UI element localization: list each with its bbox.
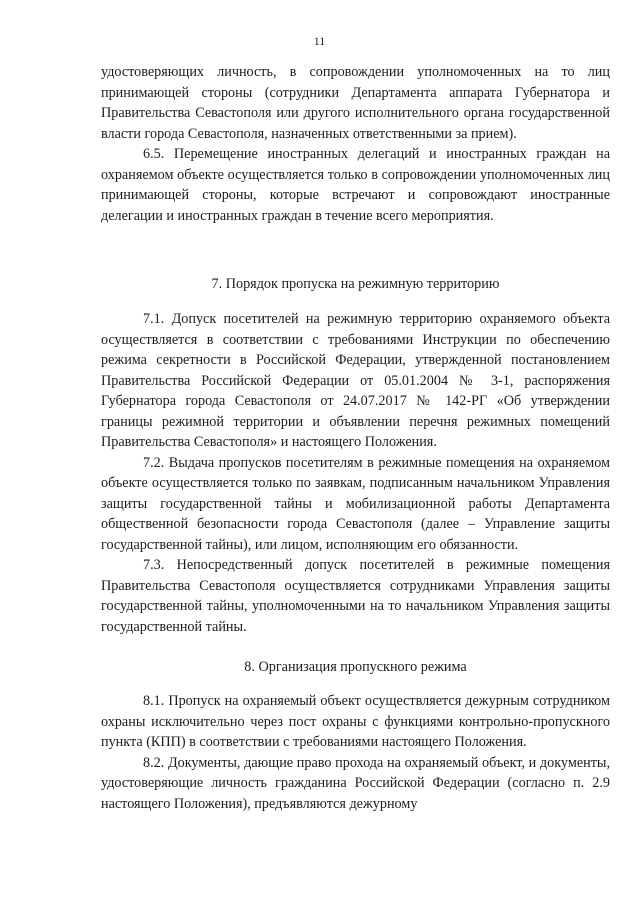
paragraph-continuation: удостоверяющих личность, в сопровождении уполномоченных на то лиц принимающей стороны (сотрудники Департамента аппарата Губернатора и Правительства Севастополя или другого исполнительного органа государственной власти города Севастополя, назначенных ответственными за прием). [101,64,610,142]
section-8-heading: 8. Организация пропускного режима [244,659,467,675]
section-7-heading: 7. Порядок пропуска на режимную территорию [211,276,500,292]
paragraph-7-2: 7.2. Выдача пропусков посетителям в режимные помещения на охраняемом объекте осуществляется только по заявкам, подписанным начальником Управления защиты государственной тайны и мобилизационной работы Департамента общественной безопасности города Севастополя (далее – Управление защиты государственной тайны), или лицом, исполняющим его обязанности. [101,454,610,553]
paragraph-8-1: 8.1. Пропуск на охраняемый объект осуществляется дежурным сотрудником охраны исключительно через пост охраны с функциями контрольно-пропускного пункта (КПП) в соответствии с требованиями настоящего Положения. [101,693,610,750]
section-8-text [101,691,610,814]
section-6-text [101,62,610,226]
paragraph-6-5: 6.5. Перемещение иностранных делегаций и иностранных граждан на охраняемом объекте осуществляется только в сопровождении уполномоченных лиц принимающей стороны, которые встречают и сопровождают иностранные делегации и иностранных граждан в течение всего мероприятия. [101,146,610,224]
page-number: 11 [313,34,326,48]
section-7-text [101,309,610,637]
paragraph-8-2: 8.2. Документы, дающие право прохода на охраняемый объект, и документы, удостоверяющие личность гражданина Российской Федерации (согласно п. 2.9 настоящего Положения), предъявляются дежурному [101,754,610,812]
paragraph-7-3: 7.3. Непосредственный допуск посетителей в режимные помещения Правительства Севастополя осуществляется сотрудниками Управления защиты государственной тайны, уполномоченными на то начальником Управления защиты государственной тайны. [101,557,610,635]
paragraph-7-1: 7.1. Допуск посетителей на режимную территорию охраняемого объекта осуществляется в соответствии с требованиями Инструкции по обеспечению режима секретности в Российской Федерации, утвержденной постановлением Правительства Российской Федерации от 05.01.2004 № 3-1, распоряжения Губернатора города Севастополя от 24.07.2017 № 142-РГ «Об утверждении границы режимной территории и объявлении перечня режимных помещений Правительства Севастополя» и настоящего Положения. [101,311,610,450]
